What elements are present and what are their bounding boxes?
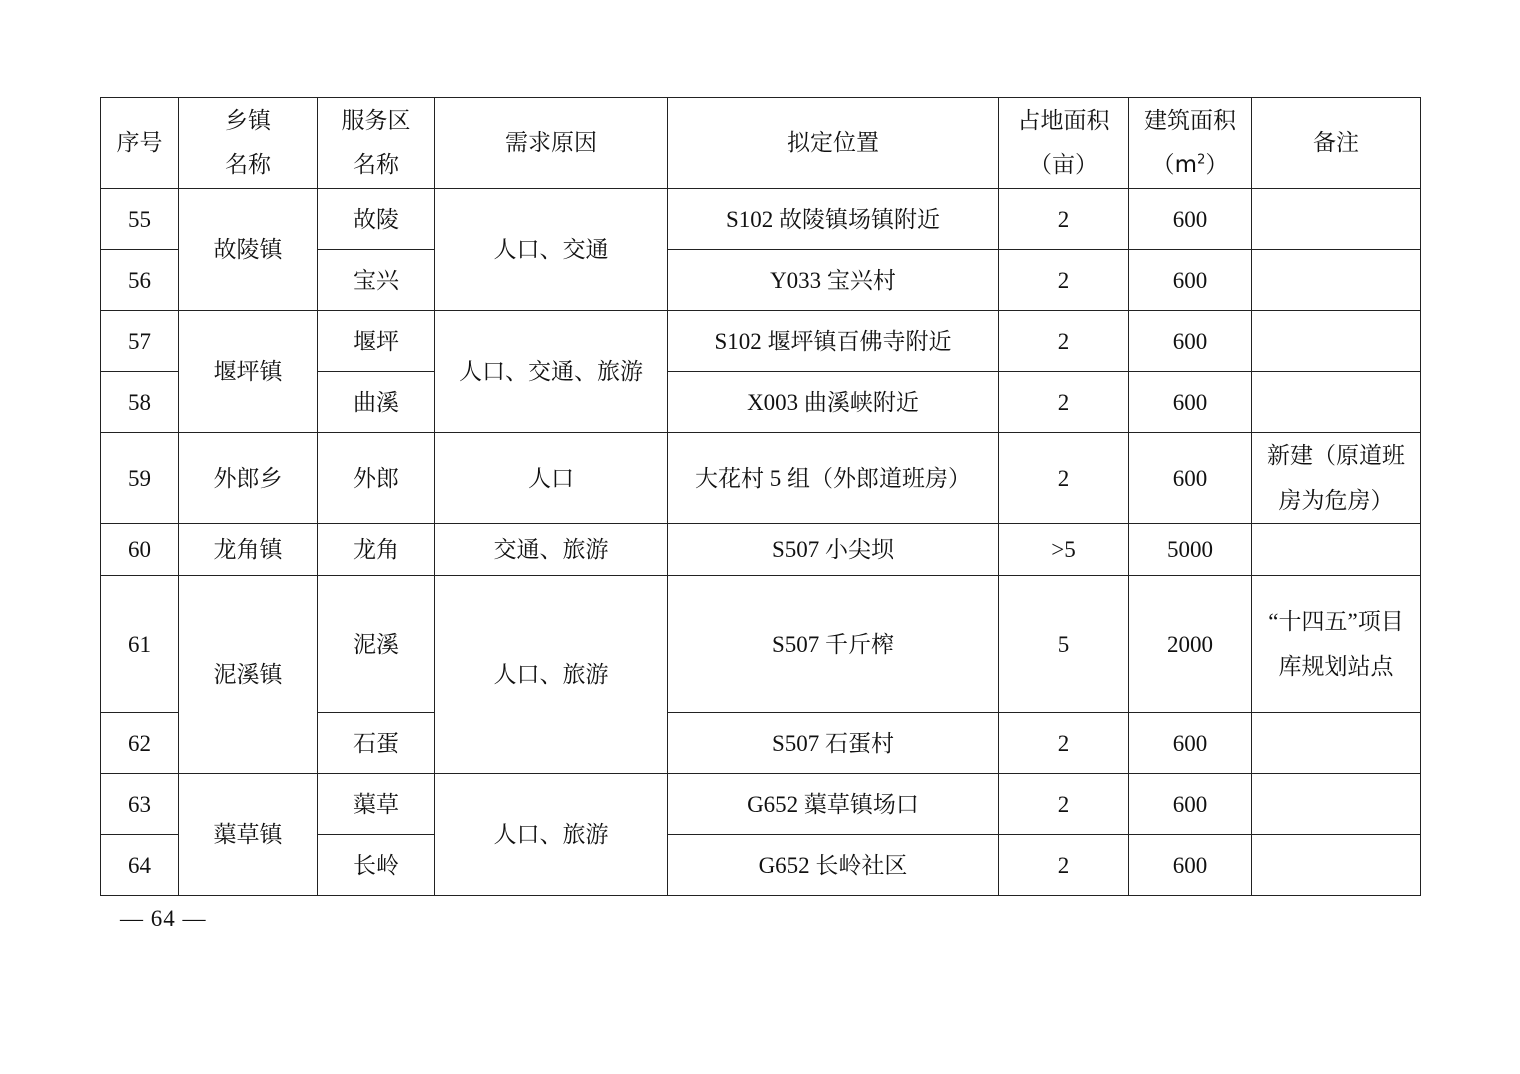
cell-service-area: 外郎 — [318, 433, 435, 524]
page-number: — 64 — — [120, 906, 207, 931]
cell-land-area: 2 — [999, 311, 1129, 372]
cell-service-area: 故陵 — [318, 189, 435, 250]
cell-seq: 62 — [101, 713, 179, 774]
table-row — [101, 311, 1421, 372]
cell-note — [1252, 524, 1421, 576]
cell-note: 新建（原道班房为危房） — [1252, 433, 1421, 524]
table-row — [101, 576, 1421, 713]
cell-town: 龙角镇 — [179, 524, 318, 576]
cell-building-area: 600 — [1129, 774, 1252, 835]
header-seq: 序号 — [101, 98, 179, 189]
cell-seq: 57 — [101, 311, 179, 372]
cell-town: 堰坪镇 — [179, 311, 318, 433]
cell-reason: 人口、旅游 — [435, 576, 668, 774]
cell-note — [1252, 250, 1421, 311]
cell-building-area: 600 — [1129, 713, 1252, 774]
cell-seq: 59 — [101, 433, 179, 524]
table-header-row — [101, 98, 1421, 189]
cell-location: S102 堰坪镇百佛寺附近 — [668, 311, 999, 372]
cell-building-area: 5000 — [1129, 524, 1252, 576]
header-service-area: 服务区 名称 — [318, 98, 435, 189]
cell-seq: 56 — [101, 250, 179, 311]
cell-seq: 60 — [101, 524, 179, 576]
cell-reason: 人口、旅游 — [435, 774, 668, 896]
cell-land-area: 2 — [999, 372, 1129, 433]
cell-building-area: 600 — [1129, 372, 1252, 433]
cell-land-area: 2 — [999, 713, 1129, 774]
table-row — [101, 524, 1421, 576]
cell-location: S507 石蛋村 — [668, 713, 999, 774]
cell-location: Y033 宝兴村 — [668, 250, 999, 311]
cell-land-area: 2 — [999, 250, 1129, 311]
cell-service-area: 蕖草 — [318, 774, 435, 835]
cell-service-area: 石蛋 — [318, 713, 435, 774]
cell-reason: 人口 — [435, 433, 668, 524]
cell-note: “十四五”项目库规划站点 — [1252, 576, 1421, 713]
cell-building-area: 600 — [1129, 433, 1252, 524]
cell-building-area: 600 — [1129, 835, 1252, 896]
cell-building-area: 600 — [1129, 250, 1252, 311]
cell-town: 泥溪镇 — [179, 576, 318, 774]
cell-reason: 交通、旅游 — [435, 524, 668, 576]
cell-seq: 55 — [101, 189, 179, 250]
header-reason: 需求原因 — [435, 98, 668, 189]
station-table — [100, 97, 1421, 896]
cell-town: 蕖草镇 — [179, 774, 318, 896]
cell-location: S507 千斤榨 — [668, 576, 999, 713]
cell-seq: 61 — [101, 576, 179, 713]
cell-note — [1252, 311, 1421, 372]
cell-location: 大花村 5 组（外郎道班房） — [668, 433, 999, 524]
cell-service-area: 长岭 — [318, 835, 435, 896]
cell-reason: 人口、交通 — [435, 189, 668, 311]
cell-note — [1252, 189, 1421, 250]
cell-location: G652 长岭社区 — [668, 835, 999, 896]
cell-building-area: 2000 — [1129, 576, 1252, 713]
table-row — [101, 189, 1421, 250]
cell-note — [1252, 774, 1421, 835]
cell-land-area: 2 — [999, 433, 1129, 524]
cell-service-area: 龙角 — [318, 524, 435, 576]
header-town: 乡镇 名称 — [179, 98, 318, 189]
header-location: 拟定位置 — [668, 98, 999, 189]
cell-building-area: 600 — [1129, 189, 1252, 250]
cell-service-area: 堰坪 — [318, 311, 435, 372]
table-row — [101, 433, 1421, 524]
cell-location: X003 曲溪峡附近 — [668, 372, 999, 433]
cell-location: G652 蕖草镇场口 — [668, 774, 999, 835]
cell-note — [1252, 835, 1421, 896]
cell-location: S102 故陵镇场镇附近 — [668, 189, 999, 250]
cell-location: S507 小尖坝 — [668, 524, 999, 576]
cell-land-area: >5 — [999, 524, 1129, 576]
header-building-area: 建筑面积 $(m^2)$ — [1129, 98, 1252, 189]
cell-note — [1252, 713, 1421, 774]
cell-note — [1252, 372, 1421, 433]
cell-service-area: 泥溪 — [318, 576, 435, 713]
cell-land-area: 2 — [999, 774, 1129, 835]
cell-town: 故陵镇 — [179, 189, 318, 311]
cell-seq: 58 — [101, 372, 179, 433]
cell-reason: 人口、交通、旅游 — [435, 311, 668, 433]
table-row — [101, 774, 1421, 835]
cell-seq: 64 — [101, 835, 179, 896]
header-note: 备注 — [1252, 98, 1421, 189]
cell-land-area: 5 — [999, 576, 1129, 713]
cell-service-area: 宝兴 — [318, 250, 435, 311]
cell-seq: 63 — [101, 774, 179, 835]
cell-town: 外郎乡 — [179, 433, 318, 524]
cell-land-area: 2 — [999, 835, 1129, 896]
cell-service-area: 曲溪 — [318, 372, 435, 433]
cell-building-area: 600 — [1129, 311, 1252, 372]
header-land-area: 占地面积 （亩） — [999, 98, 1129, 189]
cell-land-area: 2 — [999, 189, 1129, 250]
